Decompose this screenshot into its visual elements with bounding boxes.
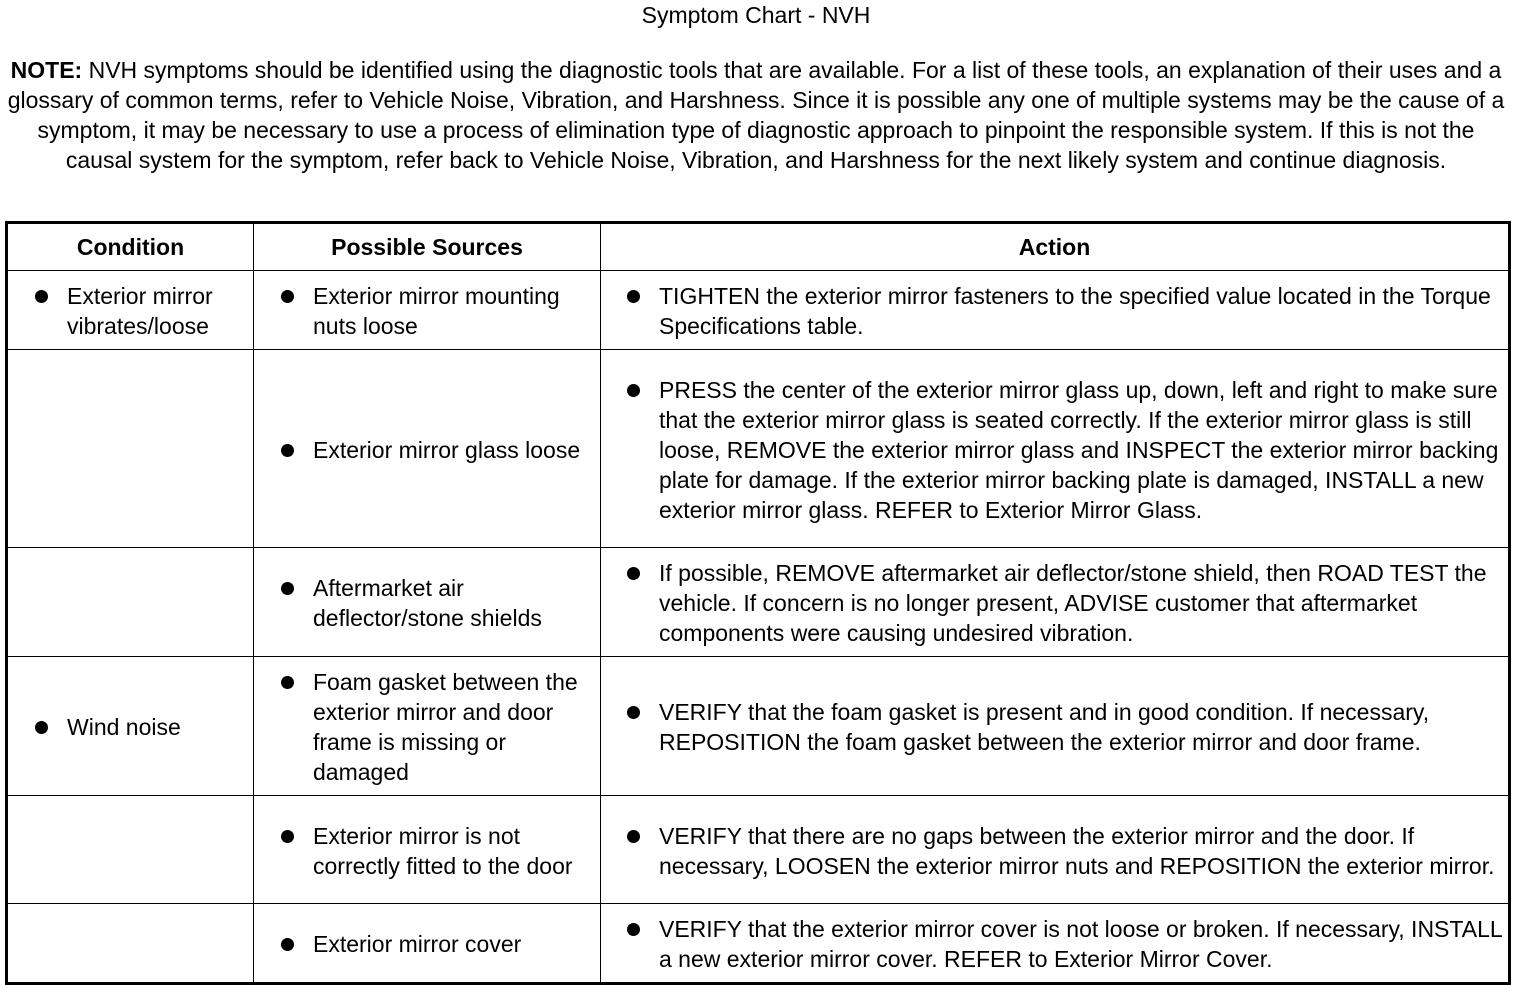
bullet-icon <box>281 830 294 843</box>
condition-cell <box>7 657 254 796</box>
table-row <box>7 548 1510 657</box>
action-cell <box>601 904 1510 984</box>
bullet-icon <box>281 444 294 457</box>
bullet-icon <box>281 290 294 303</box>
symptom-table <box>5 221 1511 985</box>
condition-cell <box>7 271 254 350</box>
table-row <box>7 271 1510 350</box>
action-text: PRESS the center of the exterior mirror glass up, down, left and right to make sure that the exterior mirror glass is seated correctly. If the exterior mirror glass is still loose, REMOVE the exterior mirror glass and INSPECT the exterior mirror backing plate for damage. If the exterior mirror backing plate is damaged, INSTALL a new exterior mirror glass. REFER to Exterior Mirror Glass. <box>659 376 1499 523</box>
source-text: Aftermarket air deflector/stone shields <box>313 575 542 631</box>
note-text: NVH symptoms should be identified using the diagnostic tools that are available. For a list of these tools, an explanation of their uses and a glossary of common terms, refer to Vehicle Noise, Vibration, and Harshness. Since it is possible any one of multiple systems may be the cause of a symptom, it may be necessary to use a process of elimination type of diagnostic approach to pinpoint the responsible system. If this is not the causal system for the symptom, refer back to Vehicle Noise, Vibration, and Harshness for the next likely system and continue diagnosis. <box>7 57 1505 173</box>
condition-cell <box>7 548 254 657</box>
bullet-icon <box>627 830 640 843</box>
header-possible-sources: Possible Sources <box>254 223 601 271</box>
source-text: Exterior mirror glass loose <box>313 436 581 463</box>
source-cell <box>254 657 601 796</box>
source-text: Foam gasket between the exterior mirror and door frame is missing or damaged <box>313 669 578 785</box>
source-cell <box>254 904 601 984</box>
bullet-icon <box>627 384 640 397</box>
source-text: Exterior mirror is not correctly fitted to the door <box>313 822 573 879</box>
source-cell <box>254 796 601 904</box>
page-title: Symptom Chart - NVH <box>641 2 871 28</box>
note-paragraph <box>6 55 1506 175</box>
table-header-row <box>7 223 1510 271</box>
action-text: VERIFY that the exterior mirror cover is not loose or broken. If necessary, INSTALL a new exterior mirror cover. REFER to Exterior Mirror Cover. <box>659 916 1502 972</box>
bullet-icon <box>281 676 294 689</box>
bullet-icon <box>281 938 294 951</box>
bullet-icon <box>35 721 48 734</box>
action-cell <box>601 271 1510 350</box>
action-cell <box>601 657 1510 796</box>
header-condition: Condition <box>7 223 254 271</box>
action-text: TIGHTEN the exterior mirror fasteners to the specified value located in the Torque Specifications table. <box>659 283 1491 339</box>
condition-text: Exterior mirror vibrates/loose <box>67 283 213 339</box>
condition-text: Wind noise <box>67 714 181 740</box>
bullet-icon <box>35 290 48 303</box>
action-text: VERIFY that the foam gasket is present and in good condition. If necessary, REPOSITION the foam gasket between the exterior mirror and door frame. <box>659 699 1430 755</box>
action-cell <box>601 350 1510 548</box>
condition-cell <box>7 350 254 548</box>
table-row <box>7 350 1510 548</box>
action-text: VERIFY that there are no gaps between the exterior mirror and the door. If necessary, LOOSEN the exterior mirror nuts and REPOSITION the exterior mirror. <box>659 822 1495 879</box>
table-row <box>7 796 1510 904</box>
condition-cell <box>7 904 254 984</box>
table-row <box>7 657 1510 796</box>
bullet-icon <box>627 923 640 936</box>
bullet-icon <box>281 582 294 595</box>
source-cell <box>254 548 601 657</box>
table-row <box>7 904 1510 984</box>
note-label: NOTE: <box>10 57 83 83</box>
source-cell <box>254 271 601 350</box>
action-cell <box>601 796 1510 904</box>
bullet-icon <box>627 706 640 719</box>
action-text: If possible, REMOVE aftermarket air deflector/stone shield, then ROAD TEST the vehicle. If concern is no longer present, ADVISE customer that aftermarket components were causing undesired vibration. <box>659 560 1487 646</box>
condition-cell <box>7 796 254 904</box>
source-cell <box>254 350 601 548</box>
bullet-icon <box>627 290 640 303</box>
bullet-icon <box>627 567 640 580</box>
header-action: Action <box>601 223 1510 271</box>
source-text: Exterior mirror mounting nuts loose <box>313 283 560 339</box>
action-cell <box>601 548 1510 657</box>
source-text: Exterior mirror cover <box>313 931 522 957</box>
